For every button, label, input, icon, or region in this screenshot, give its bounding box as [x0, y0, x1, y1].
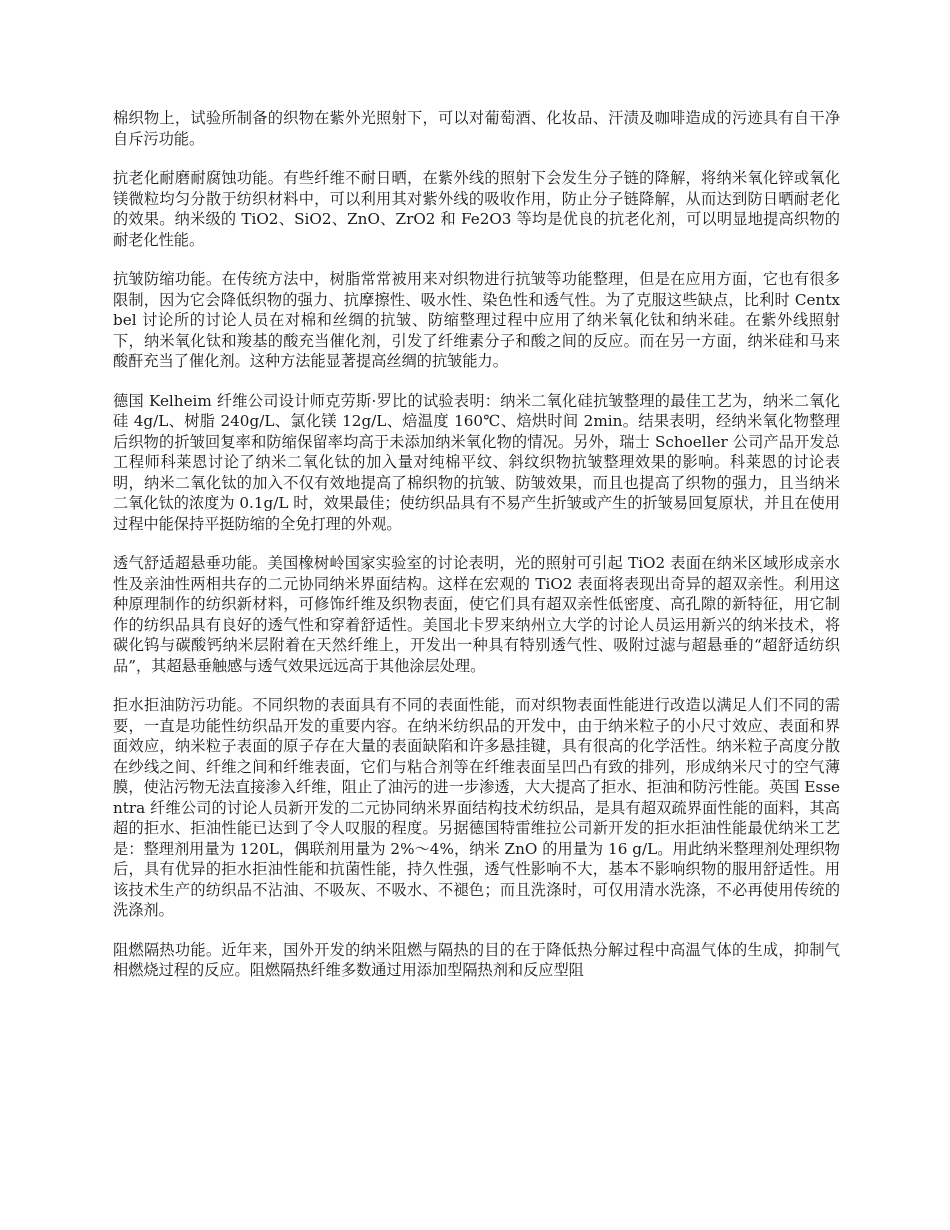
paragraph-flame-retardant: 阻燃隔热功能。近年来，国外开发的纳米阻燃与隔热的目的在于降低热分解过程中高温气体的生成，抑制气相燃烧过程的反应。阻燃隔热纤维多数通过用添加型隔热剂和反应型阻 — [113, 940, 840, 979]
paragraph-water-oil-repellent: 拒水拒油防污功能。不同织物的表面具有不同的表面性能，而对织物表面性能进行改造以满足人们不同的需要，一直是功能性纺织品开发的重要内容。在纳米纺织品的开发中，由于纳米粒子的小尺寸效应、表面和界面效应，纳米粒子表面的原子存在大量的表面缺陷和许多悬挂键，具有很高的化学活性。纳米粒子高度分散在纱线之间、纤维之间和纤维表面，它们与粘合剂等在纤维表面呈凹凸有致的排列，形成纳米尺寸的空气薄膜，使沾污物无法直接渗入纤维，阻止了油污的进一步渗透，大大提高了拒水、拒油和防污性能。英国 Essentra 纤维公司的讨论人员新开发的二元协同纳米界面结构技术纺织品，是具有超双疏界面性能的面料，其高超的拒水、拒油性能已达到了令人叹服的程度。另据德国特雷维拉公司新开发的拒水拒油性能最优纳米工艺是：整理剂用量为 120L，偶联剂用量为 2%～4%，纳米 ZnO 的用量为 16 g/L。用此纳米整理剂处理织物后，具有优异的拒水拒油性能和抗菌性能，持久性强，透气性影响不大，基本不影响织物的服用舒适性。用该技术生产的纺织品不沾油、不吸灰、不吸水、不褪色；而且洗涤时，可仅用清水洗涤，不必再使用传统的洗涤剂。 — [113, 696, 840, 919]
paragraph-anti-wrinkle: 抗皱防缩功能。在传统方法中，树脂常常被用来对织物进行抗皱等功能整理，但是在应用方面，它也有很多限制，因为它会降低织物的强力、抗摩擦性、吸水性、染色性和透气性。为了克服这些缺点，比利时 Centxbel 讨论所的讨论人员在对棉和丝绸的抗皱、防缩整理过程中应用了纳米氧化钛和纳米硅。在紫外线照射下，纳米氧化钛和羧基的酸充当催化剂，引发了纤维素分子和酸之间的反应。而在另一方面，纳米硅和马来酸酐充当了催化剂。这种方法能显著提高丝绸的抗皱能力。 — [113, 270, 840, 370]
document-body — [113, 108, 840, 1000]
paragraph-anti-aging: 抗老化耐磨耐腐蚀功能。有些纤维不耐日晒，在紫外线的照射下会发生分子链的降解，将纳米氧化锌或氧化镁微粒均匀分散于纺织材料中，可以利用其对紫外线的吸收作用，防止分子链降解，从而达到防日晒耐老化的效果。纳米级的 TiO2、SiO2、ZnO、ZrO2 和 Fe2O3 等均是优良的抗老化剂，可以明显地提高织物的耐老化性能。 — [113, 169, 840, 249]
paragraph-self-cleaning: 棉织物上，试验所制备的织物在紫外光照射下，可以对葡萄酒、化妆品、汗渍及咖啡造成的污迹具有自干净自斥污功能。 — [113, 109, 840, 148]
paragraph-breathable: 透气舒适超悬垂功能。美国橡树岭国家实验室的讨论表明，光的照射可引起 TiO2 表面在纳米区域形成亲水性及亲油性两相共存的二元协同纳米界面结构。这样在宏观的 TiO2 表面将表现出奇异的超双亲性。利用这种原理制作的纺织新材料，可修饰纤维及织物表面，使它们具有超双亲性低密度、高孔隙的新特征，用它制作的纺织品具有良好的透气性和穿着舒适性。美国北卡罗来纳州立大学的讨论人员运用新兴的纳米技术，将碳化钨与碳酸钙纳米层附着在天然纤维上，开发出一种具有特别透气性、吸附过滤与超悬垂的“超舒适纺织品”，其超悬垂触感与透气效果远远高于其他涂层处理。 — [113, 554, 840, 675]
paragraph-kelheim-study: 德国 Kelheim 纤维公司设计师克劳斯·罗比的试验表明：纳米二氧化硅抗皱整理的最佳工艺为，纳米二氧化硅 4g/L、树脂 240g/L、氯化镁 12g/L、焙温度 160℃、焙烘时间 2min。结果表明，经纳米氧化物整理后织物的折皱回复率和防缩保留率均高于未添加纳米氧化物的情况。另外，瑞士 Schoeller 公司产品开发总工程师科莱恩讨论了纳米二氧化钛的加入量对纯棉平纹、斜纹织物抗皱整理效果的影响。科莱恩的讨论表明，纳米二氧化钛的加入不仅有效地提高了棉织物的抗皱、防皱效果，而且也提高了织物的强力，且当纳米二氧化钛的浓度为 0.1g/L 时，效果最佳；使纺织品具有不易产生折皱或产生的折皱易回复原状，并且在使用过程中能保持平挺防缩的全免打理的外观。 — [113, 391, 840, 533]
